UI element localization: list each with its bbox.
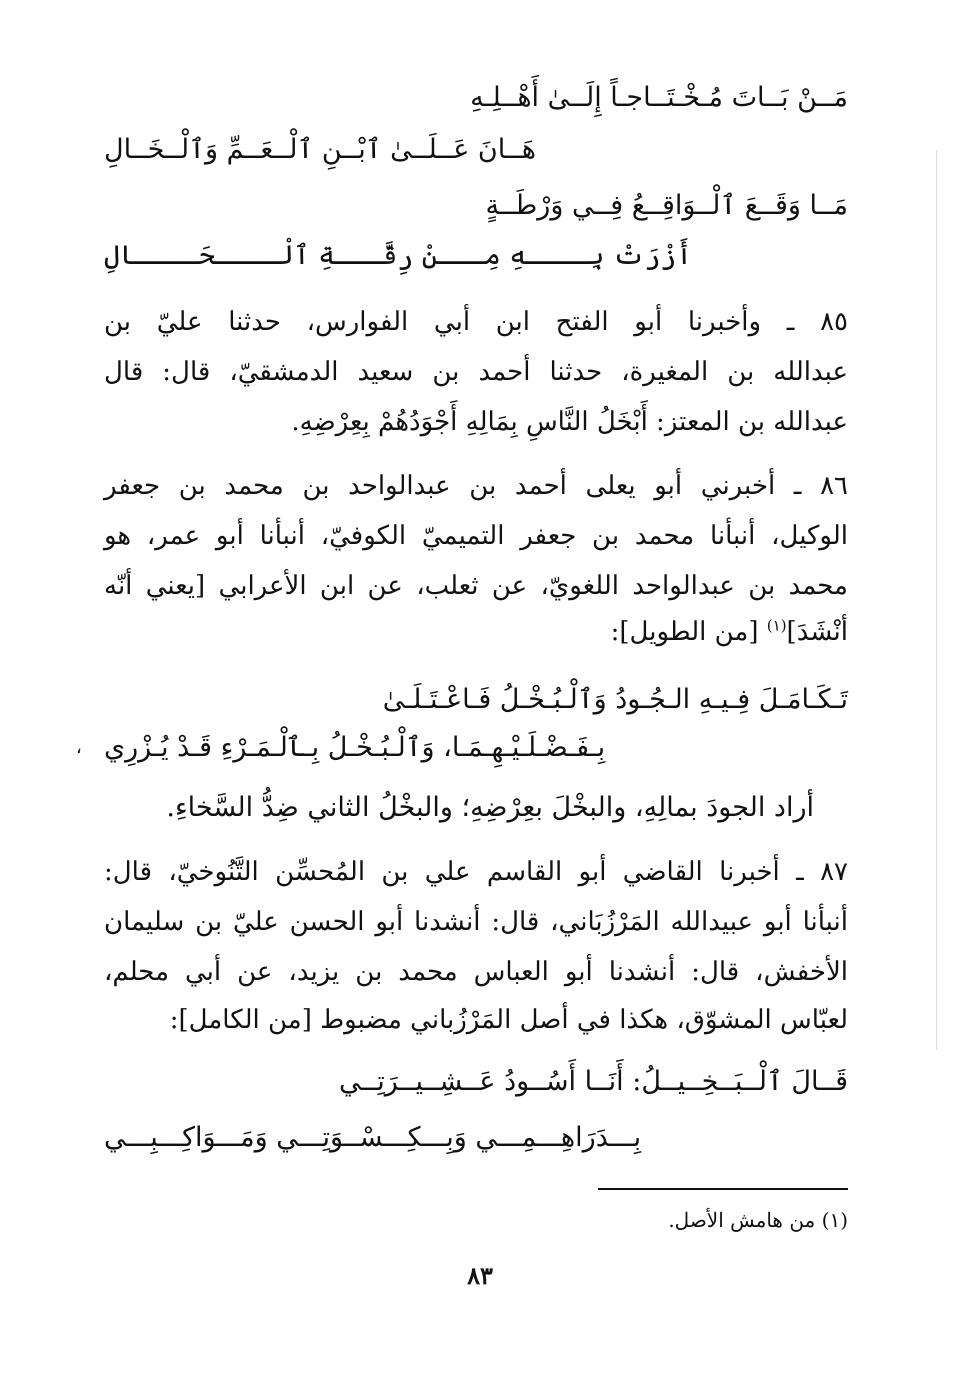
paragraph-86-line3: محمد بن عبدالواحد اللغويّ، عن ثعلب، عن ابن الأعرابي [يعني أنّه — [104, 571, 848, 601]
poem1-line3: مَــا وَقَــعَ ٱلْــوَاقِــعُ فِــي وَرْطَــةٍ — [485, 190, 848, 221]
poem1-line1: مَــنْ بَــاتَ مُـخْـتَــاجـاً إِلَــىٰ أَهْــلِـهِ — [470, 82, 848, 113]
paragraph-86-line1: ٨٦ ـ أخبرني أبو يعلى أحمد بن عبدالواحد بن محمد بن جعفر — [104, 471, 848, 501]
paragraph-85-line3: عبدالله بن المعتز: أَبْخَلُ النَّاسِ بِمَالِهِ أَجْوَدُهُمْ بِعِرْضِهِ. — [291, 407, 848, 437]
page-number: ٨٣ — [467, 1261, 493, 1290]
explanation-line: أراد الجودَ بمالِهِ، والبخْلَ بعِرْضِهِ؛ والبخْلُ الثاني ضِدُّ السَّخاءِ. — [166, 792, 814, 823]
stray-mark: ، — [76, 737, 82, 758]
poem3-line1: قَــالَ ٱلْــبَــخِــيــلُ: أَنَــا أَسُــودُ عَــشِــيــرَتِــي — [338, 1066, 848, 1097]
paragraph-87-line4: لعبّاس المشوّق، هكذا في أصل المَرْزُباني مضبوط [من الكامل]: — [169, 1005, 848, 1035]
page-edge-shadow — [936, 150, 937, 1050]
paragraph-86-line2: الوكيل، أنبأنا محمد بن جعفر التميميّ الكوفيّ، أنبأنا أبو عمر، هو — [104, 521, 848, 551]
footnote-separator — [598, 1188, 848, 1190]
paragraph-85-line1: ٨٥ ـ وأخبرنا أبو الفتح ابن أبي الفوارس، حدثنا عليّ بن — [104, 307, 848, 337]
poem2-line2: بِـفَـضْـلَـيْـهِـمَـا، وَٱلْـبُـخْـلُ بِـٱلْـمَـرْءِ قَـدْ يُـزْرِي — [104, 732, 606, 763]
paragraph-86-line4 — [104, 612, 848, 654]
paragraph-86-line4-start: أنْشَدَ] — [786, 617, 848, 647]
poem1-line2: هَــانَ عَــلَــىٰ ٱبْــنِ ٱلْــعَــمِّ وَٱلْــخَــالِ — [104, 134, 537, 165]
paragraph-87-line3: الأخفش، قال: أنشدنا أبو العباس محمد بن يزيد، عن أبي محلم، — [104, 957, 848, 987]
paragraph-86-line4-end: [من الطويل]: — [610, 617, 767, 647]
footnote-text: (١) من هامش الأصل. — [668, 1208, 848, 1232]
poem2-line1: تَـكَـامَـلَ فِـيـهِ الـجُـودُ وَٱلْـبُـخْـلُ فَـاعْـتَـلَـىٰ — [382, 684, 848, 715]
poem3-line2: بِـــدَرَاهِـــمِـــي وَبِـــكِـــسْــوَتِـــي وَمَـــوَاكِـــبِـــي — [104, 1122, 642, 1153]
paragraph-87-line1: ٨٧ ـ أخبرنا القاضي أبو القاسم علي بن المُحسِّن التَّنُوخيّ، قال: — [104, 857, 848, 887]
paragraph-85-line2: عبدالله بن المغيرة، حدثنا أحمد بن سعيد الدمشقيّ، قال: قال — [104, 357, 848, 387]
footnote-reference: (١) — [766, 616, 787, 635]
paragraph-87-line2: أنبأنا أبو عبيدالله المَرْزُبَاني، قال: أنشدنا أبو الحسن عليّ بن سليمان — [104, 907, 848, 937]
poem1-line4: أَزْرَتْ بِــــهِ مِـــنْ رِقَّـــةِ ٱلْــــحَــــالِ — [104, 240, 693, 271]
